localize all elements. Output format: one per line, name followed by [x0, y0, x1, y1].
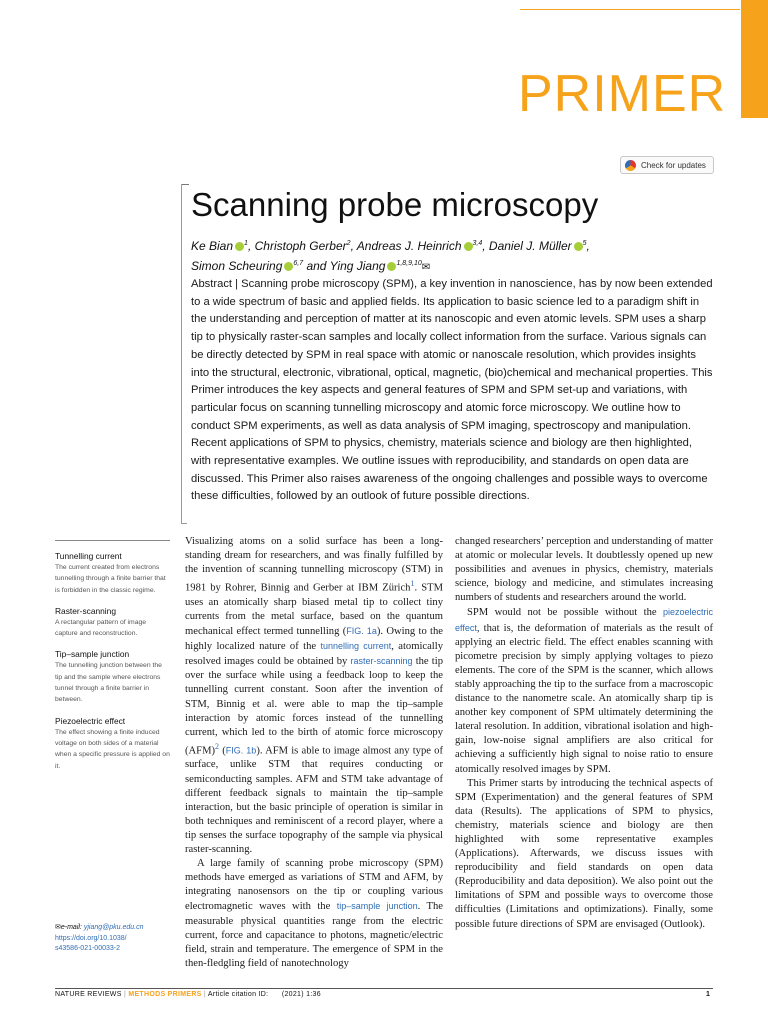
abstract: Abstract | Scanning probe microscopy (SPM), a key invention in nanoscience, has by now been extended to a wide spectrum of basic and applied fields. Its application to basic science led to a paradigm shift in the understanding and perception of matter at its nanoscopic and even atomic levels. SPM uses a sharp tip to physically raster-scan samples and locally collect information from the surface. Various signals can be directly detected by SPM in real space with atomic or nanoscale resolution, which provides insights into the structural, electronic, vibrational, optical, magnetic, (bio)chemical and mechanical properties. This Primer introduces the key aspects and general features of SPM and SPM set-up and variations, with particular focus on scanning tunnelling microscopy and atomic force microscopy. We outline how to conduct SPM experiments, as well as data analysis of SPM imaging, spectroscopy and manipulation. Recent applications of SPM to physics, chemistry, materials science and biology are then highlighted, with representative examples. We outline issues with reproducibility, and standards on open data are discussed. This Primer also raises awareness of the ongoing challenges and possible ways to overcome these difficulties, followed by an outlook of future possible directions. [191, 278, 713, 503]
section-label: PRIMER [518, 65, 727, 123]
figure-link[interactable]: FIG. 1b [225, 745, 257, 756]
check-for-updates-button[interactable] [620, 156, 714, 174]
author-affiliation: 1,8,9,10 [396, 260, 422, 267]
figure-link[interactable]: FIG. 1a [346, 626, 377, 637]
body-text: A large family of scanning probe microscopy (SPM) methods have emerged as variations of STM and AFM, by integrating nanosensors on the tip or coupling various electromagnetic waves with the [185, 858, 443, 913]
body-text: ). Owing to the highly localized nature of the [185, 626, 443, 653]
author-name[interactable]: Ke Bian [191, 239, 234, 253]
footer-rule [55, 988, 713, 989]
body-text: Visualizing atoms on a solid surface has been a long-standing dream for researchers, and was finally fulfilled by the invention of scanning tunnelling microscopy (STM) in 1981 by Rohrer, Binnig and Gerber at IBM Zürich [185, 536, 443, 594]
author-name[interactable]: Ying Jiang [329, 259, 386, 273]
citation-value: (2021) 1:36 [281, 991, 321, 998]
body-paragraph: This Primer starts by introducing the technical aspects of SPM (Experimentation) and the general features of SPM data (Results). The applications of SPM to physics, chemistry, materials science and biology are then highlighted with some representative examples (Applications). Afterwards, we discuss issues with reproducibility and field standards on open data (Reproducibility and data deposition). We also point out the limitations of SPM and possible ways to overcome those difficulties (Limitations and optimizations). Finally, some possible future directions of SPM are envisaged (Outlook). [455, 777, 713, 930]
glossary-term: Raster-scanning [55, 605, 116, 616]
author-affiliation: 2 [346, 240, 351, 247]
orcid-icon[interactable] [464, 242, 473, 251]
orcid-icon[interactable] [235, 242, 244, 251]
body-paragraph: changed researchers’ perception and understanding of matter at atomic or molecular levels. It doubtlessly opened up new possibilities and avenues in physics, chemistry, materials science, biology and medicine, and stimulates increasing numbers of students and researchers around the world. [455, 536, 713, 604]
author-name[interactable]: Simon Scheuring [191, 259, 283, 273]
email-link[interactable]: yjiang@pku.edu.cn [83, 924, 144, 931]
glossary-definition: The effect showing a finite induced voltage on both sides of a material when a specific pressure is applied on it. [55, 728, 170, 770]
citation-label: Article citation ID: [207, 991, 269, 998]
abstract-corner-rule [181, 523, 187, 524]
body-text: SPM would not be possible without the [467, 607, 663, 619]
email-line [55, 923, 170, 934]
page-number: 1 [706, 991, 710, 998]
email-label: e-mail: [60, 924, 82, 931]
body-paragraph: Visualizing atoms on a solid surface has been a long-standing dream for researchers, and was finally fulfilled by the invention of scanning tunnelling microscopy (STM) in 1981 by Rohrer, Binnig and Gerber at IBM Zürich$^1$. STM uses an atomically sharp biased metal tip to collect tiny currents from the metal surface, based on the quantum mechanical effect termed tunnelling (FIG. 1a). Owing to the highly localized nature of the tunnelling current, atomically resolved images could be obtained by raster-scanning the tip over the surface while using a feedback loop to keep the tunnelling current constant. Soon after the invention of STM, Binnig et al. were able to map the tip–sample interaction by atomic forces instead of the tunnelling current, which led to the birth of atomic force microscopy (AFM)$^2$ (FIG. 1b). AFM is able to image almost any type of surface, unlike STM that requires conducting or semiconducting samples. AFM and STM take advantage of different feedback signals to maintain the tip–sample interaction, but the basic principle of operation is similar in both techniques and reminiscent of a record player, where a tip senses the surface topography of the sample via physical raster-scanning. [185, 536, 443, 856]
reference-link[interactable]: 1 [410, 579, 415, 589]
email-icon: ✉ [55, 924, 61, 931]
glossary-term: Tunnelling current [55, 551, 122, 561]
body-paragraph [455, 605, 713, 776]
glossary-sidebar [55, 540, 170, 772]
body-text: . AFM is able to image almost any type of surface, unlike STM that requires conducting or semiconducting samples. AFM and STM take advantage of different feedback signals to maintain the tip–sample interaction, but the basic principle of operation is similar in both techniques and reminiscent of a record player, where a tip senses the surface topography of the sample via physical raster-scanning. [185, 745, 443, 856]
author-name[interactable]: Andreas J. Heinrich [356, 239, 462, 253]
doi-link-line1[interactable]: https://doi.org/10.1038/ [55, 934, 127, 942]
correspondence-block [55, 923, 170, 955]
orcid-icon[interactable] [574, 242, 583, 251]
author-name[interactable]: Christoph Gerber [254, 239, 347, 253]
footer-separator: | [123, 991, 127, 998]
doi-link-line2[interactable]: s43586-021-00033-2 [55, 945, 120, 952]
body-text: , atomically resolved images could be obtained by [185, 641, 443, 668]
body-text: , that is, the deformation of materials as the result of applying an electric field. The effect enables scanning with picometre precision by simply applying voltages to piezo elements. The core of the SPM is the scanner, which allows stably approaching the tip to the surface from a macroscopic distance to the nanometre scale. An atomically sharp tip is another key component of SPM ultimately determining the lateral resolution. In addition, vibrational isolation and high-gain, low-noise signal amplifiers are also critical for achieving a sufficiently high signal to noise ratio to ensure atomically resolved images by SPM. [455, 622, 713, 775]
reference-link[interactable]: 2 [215, 741, 220, 751]
glossary-definition: The tunnelling junction between the tip and the sample where electrons tunnel through a finite barrier in between. [55, 662, 162, 704]
check-for-updates-label: Check for updates [641, 160, 706, 170]
footer-separator: | [203, 991, 207, 998]
journal-section: METHODS PRIMERS [128, 991, 202, 998]
glossary-definition: The current created from electrons tunnelling through a finite barrier that is forbidden in the classic regime. [55, 564, 166, 594]
abstract-side-rule [181, 184, 182, 524]
author-affiliation: 6,7 [293, 260, 304, 267]
section-color-bar [741, 0, 768, 118]
glossary-definition: A rectangular pattern of image capture and reconstruction. [55, 618, 147, 638]
author-affiliation: 1 [244, 240, 248, 247]
glossary-top-rule [55, 540, 170, 541]
crossmark-icon [625, 160, 636, 171]
header-rule [520, 9, 740, 10]
body-text: . The measurable physical quantities range from the electric current, force and capacitance to photons, magnetic/electric field, strain and temperature. The emergence of SPM in the then-fledgling field of nanotechnology [185, 901, 443, 969]
mail-icon[interactable]: ✉ [421, 262, 431, 273]
body-column-2 [455, 535, 713, 932]
article-title: Scanning probe microscopy [191, 186, 599, 223]
body-text: . STM uses an atomically sharp biased metal tip to collect tiny currents from the metal surface, based on the quantum mechanical effect termed tunnelling ( [185, 582, 443, 638]
glossary-link-raster-scanning[interactable]: raster-scanning [350, 656, 413, 667]
body-text: the tip over the surface while using a feedback loop to keep the tunnelling current constant. Soon after the invention of STM, Binnig et al. were able to map the tip–sample interaction by atomic forces instead of the tunnelling current, which led to the birth of atomic force microscopy (AFM) [185, 656, 443, 757]
author-affiliation: 3,4 [472, 240, 483, 247]
glossary-term: Tip–sample junction [55, 649, 130, 660]
glossary-link-tunnelling-current[interactable]: tunnelling current [320, 641, 392, 652]
glossary-term: Piezoelectric effect [55, 715, 126, 726]
glossary-link-piezoelectric-effect[interactable]: piezoelectric effect [455, 607, 713, 633]
body-paragraph [185, 857, 443, 971]
body-column-1 [185, 535, 443, 971]
footer [55, 991, 321, 998]
author-affiliation: 5 [582, 240, 587, 247]
journal-name: NATURE REVIEWS [55, 991, 122, 998]
title-corner-rule [181, 184, 189, 185]
author-name[interactable]: Daniel J. Müller [488, 239, 572, 253]
glossary-link-tip-sample-junction[interactable]: tip–sample junction [336, 901, 418, 912]
author-list: Ke Bian $^1$, Christoph Gerber$^2$, Andreas J. Heinrich $^{3,4}$, Daniel J. Müller $^5$, Simon Scheuring $^{6,7}$ and Ying Jiang $^{1,8,9,10}$✉ [191, 239, 590, 273]
